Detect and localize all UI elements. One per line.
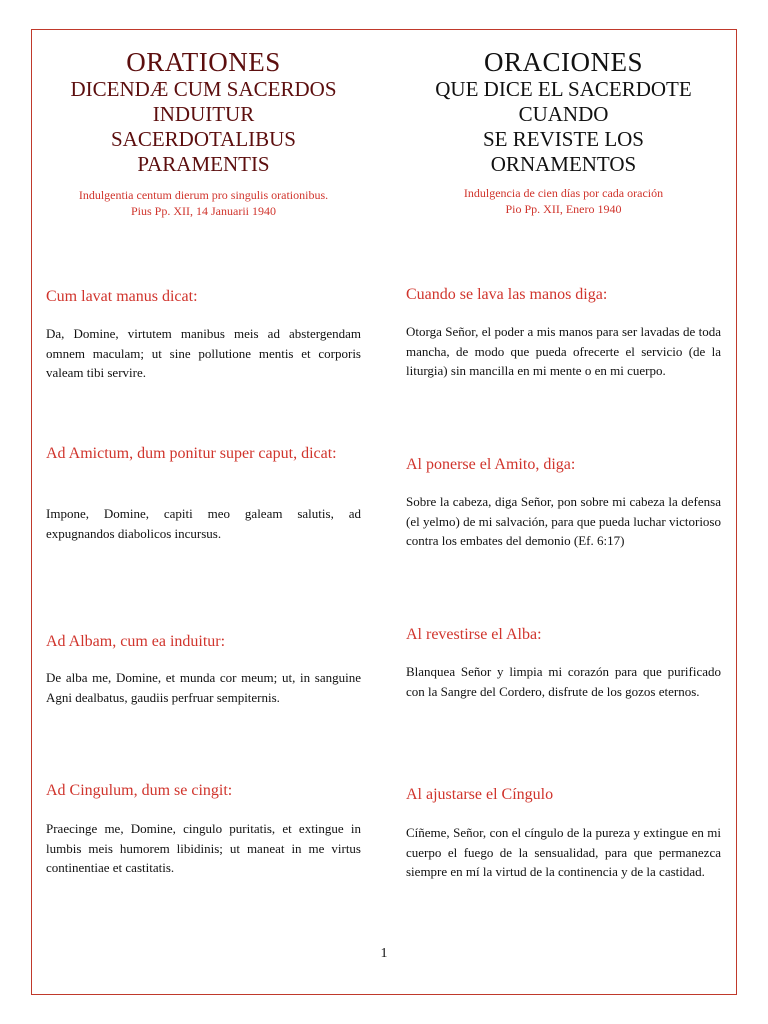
spanish-title-block xyxy=(406,47,721,217)
spanish-text-cingulo: Cíñeme, Señor, con el cíngulo de la pureza y extingue en mi cuerpo el fuego de la sensualidad, para que permanezca siempre en mí la virtud de la continencia y de la castidad. xyxy=(406,825,721,879)
latin-subtitle-line-3: SACERDOTALIBUS xyxy=(110,127,296,151)
latin-subtitle-line-4: PARAMENTIS xyxy=(137,152,270,176)
spanish-indulgence-line-2: Pio Pp. XII, Enero 1940 xyxy=(505,202,622,216)
spanish-indulgence xyxy=(406,185,721,217)
page-number: 1 xyxy=(380,946,388,961)
spanish-subtitle-line-3: SE REVISTE LOS xyxy=(482,127,644,151)
spanish-text-amito: Sobre la cabeza, diga Señor, pon sobre mi cabeza la defensa (el yelmo) de mi salvación, para que pueda luchar victorioso contra los embates del demonio (Ef. 6:17) xyxy=(406,494,721,548)
latin-indulgence-line-2: Pius Pp. XII, 14 Januarii 1940 xyxy=(131,204,276,218)
latin-heading-cingulum: Ad Cingulum, dum se cingit: xyxy=(46,782,233,799)
spanish-title: ORACIONES xyxy=(483,47,643,77)
latin-title: ORATIONES xyxy=(126,47,281,77)
latin-text-albam: De alba me, Domine, et munda cor meum; ut, in sanguine Agni dealbatus, gaudiis perfruar sempiternis. xyxy=(46,670,361,705)
spanish-subtitle-line-2: CUANDO xyxy=(518,102,609,126)
spanish-indulgence-line-1: Indulgencia de cien días por cada oración xyxy=(463,186,664,200)
spanish-text-manos: Otorga Señor, el poder a mis manos para ser lavadas de toda mancha, de modo que pueda ofrecerte el servicio (de la liturgia) sin mancilla en mi mente o en mi cuerpo. xyxy=(406,324,721,378)
latin-heading-lavat: Cum lavat manus dicat: xyxy=(46,288,198,305)
latin-indulgence-line-1: Indulgentia centum dierum pro singulis orationibus. xyxy=(78,188,329,202)
spanish-text-alba: Blanquea Señor y limpia mi corazón para que purificado con la Sangre del Cordero, disfrute de los gozos eternos. xyxy=(406,664,721,699)
spanish-subtitle-line-1: QUE DICE EL SACERDOTE xyxy=(435,77,692,101)
spanish-subtitle-line-4: ORNAMENTOS xyxy=(490,152,637,176)
latin-heading-amictum: Ad Amictum, dum ponitur super caput, dicat: xyxy=(46,445,337,462)
spanish-heading-amito: Al ponerse el Amito, diga: xyxy=(406,456,576,473)
latin-subtitle-line-1: DICENDÆ CUM SACERDOS xyxy=(70,77,337,101)
spanish-heading-cingulo: Al ajustarse el Cíngulo xyxy=(406,786,554,803)
spanish-heading-alba: Al revestirse el Alba: xyxy=(406,626,542,643)
latin-indulgence xyxy=(46,187,361,219)
latin-subtitle-line-2: INDUITUR xyxy=(152,102,255,126)
latin-heading-albam: Ad Albam, cum ea induitur: xyxy=(46,633,226,650)
latin-text-amictum: Impone, Domine, capiti meo galeam salutis, ad expugnandos diabolicos incursus. xyxy=(46,506,361,541)
latin-text-lavat: Da, Domine, virtutem manibus meis ad abstergendam omnem maculam; ut sine pollutione mentis et corporis valeam tibi servire. xyxy=(46,326,361,380)
latin-title-block xyxy=(46,47,361,219)
latin-text-cingulum: Praecinge me, Domine, cingulo puritatis, et extingue in lumbis meis humorem libidinis; ut maneat in me virtus continentiae et castitatis. xyxy=(46,821,361,875)
spanish-heading-manos: Cuando se lava las manos diga: xyxy=(406,286,608,303)
